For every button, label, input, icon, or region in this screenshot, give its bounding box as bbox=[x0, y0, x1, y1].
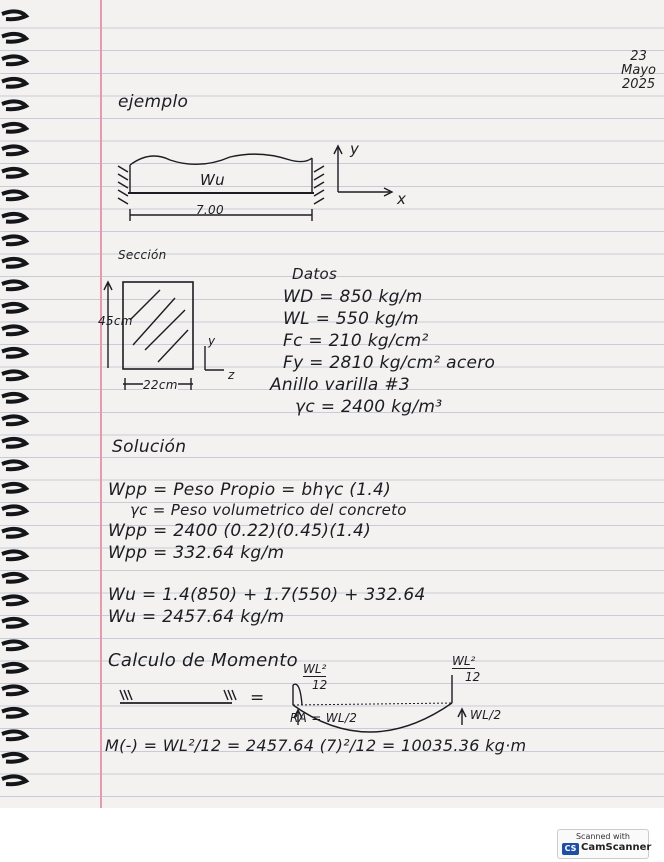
page-title: ejemplo bbox=[118, 92, 189, 112]
solucion-heading: Solución bbox=[112, 437, 187, 457]
axis-y-label: y bbox=[350, 140, 360, 158]
solucion-line-3: Wpp = 2400 (0.22)(0.45)(1.4) bbox=[108, 521, 372, 541]
solucion-line-4: Wpp = 332.64 kg/m bbox=[108, 543, 285, 563]
datos-line-wl: WL = 550 kg/m bbox=[283, 309, 420, 329]
wl2-fraction-den: 12 bbox=[312, 678, 328, 692]
datos-heading: Datos bbox=[292, 265, 338, 283]
datos-line-gamma: γc = 2400 kg/m³ bbox=[295, 397, 443, 417]
section-axis-z: z bbox=[228, 368, 235, 382]
reaction-a-label: RA = WL/2 bbox=[290, 711, 358, 725]
datos-line-wd: WD = 850 kg/m bbox=[283, 287, 423, 307]
camscanner-logo-icon: CS bbox=[562, 843, 579, 855]
momento-heading: Calculo de Momento bbox=[108, 650, 298, 671]
wu-line-1: Wu = 1.4(850) + 1.7(550) + 332.64 bbox=[108, 585, 426, 605]
moment-formula: M(-) = WL²/12 = 2457.64 (7)²/12 = 10035.36 kg·m bbox=[105, 736, 527, 755]
section-width-label: 22cm bbox=[143, 378, 178, 392]
datos-line-fc: Fc = 210 kg/cm² bbox=[283, 331, 429, 351]
datos-line-fy: Fy = 2810 kg/cm² acero bbox=[283, 353, 496, 373]
solucion-line-2: γc = Peso volumetrico del concreto bbox=[130, 501, 407, 519]
load-curve bbox=[130, 154, 312, 165]
section-label: Sección bbox=[118, 248, 167, 262]
wl2-right-den: 12 bbox=[465, 670, 481, 684]
beam-load-label: Wu bbox=[200, 171, 225, 189]
right-support-hatch bbox=[314, 166, 324, 204]
watermark-line-1: Scanned with bbox=[575, 832, 631, 841]
section-height-label: 45cm bbox=[98, 314, 133, 328]
solucion-line-1: Wpp = Peso Propio = bhγc (1.4) bbox=[108, 480, 392, 500]
reaction-b-label: WL/2 bbox=[470, 708, 502, 722]
left-support-hatch bbox=[118, 166, 128, 204]
camscanner-watermark bbox=[557, 829, 652, 859]
wl2-right-num: WL² bbox=[452, 654, 476, 668]
section-axis-y: y bbox=[208, 334, 216, 348]
axis-x-label: x bbox=[397, 190, 407, 208]
section-rect bbox=[123, 282, 193, 369]
watermark-line-2: CamScanner bbox=[581, 842, 652, 853]
wl2-fraction-num: WL² bbox=[303, 662, 327, 676]
diagram-equals: = bbox=[250, 688, 265, 708]
beam-span-label: 7.00 bbox=[196, 203, 224, 217]
date-day: 23 bbox=[630, 49, 647, 64]
datos-line-varilla: Anillo varilla #3 bbox=[270, 375, 410, 395]
date-year: 2025 bbox=[622, 77, 656, 92]
date-month: Mayo bbox=[621, 63, 656, 78]
wu-line-2: Wu = 2457.64 kg/m bbox=[108, 607, 285, 627]
